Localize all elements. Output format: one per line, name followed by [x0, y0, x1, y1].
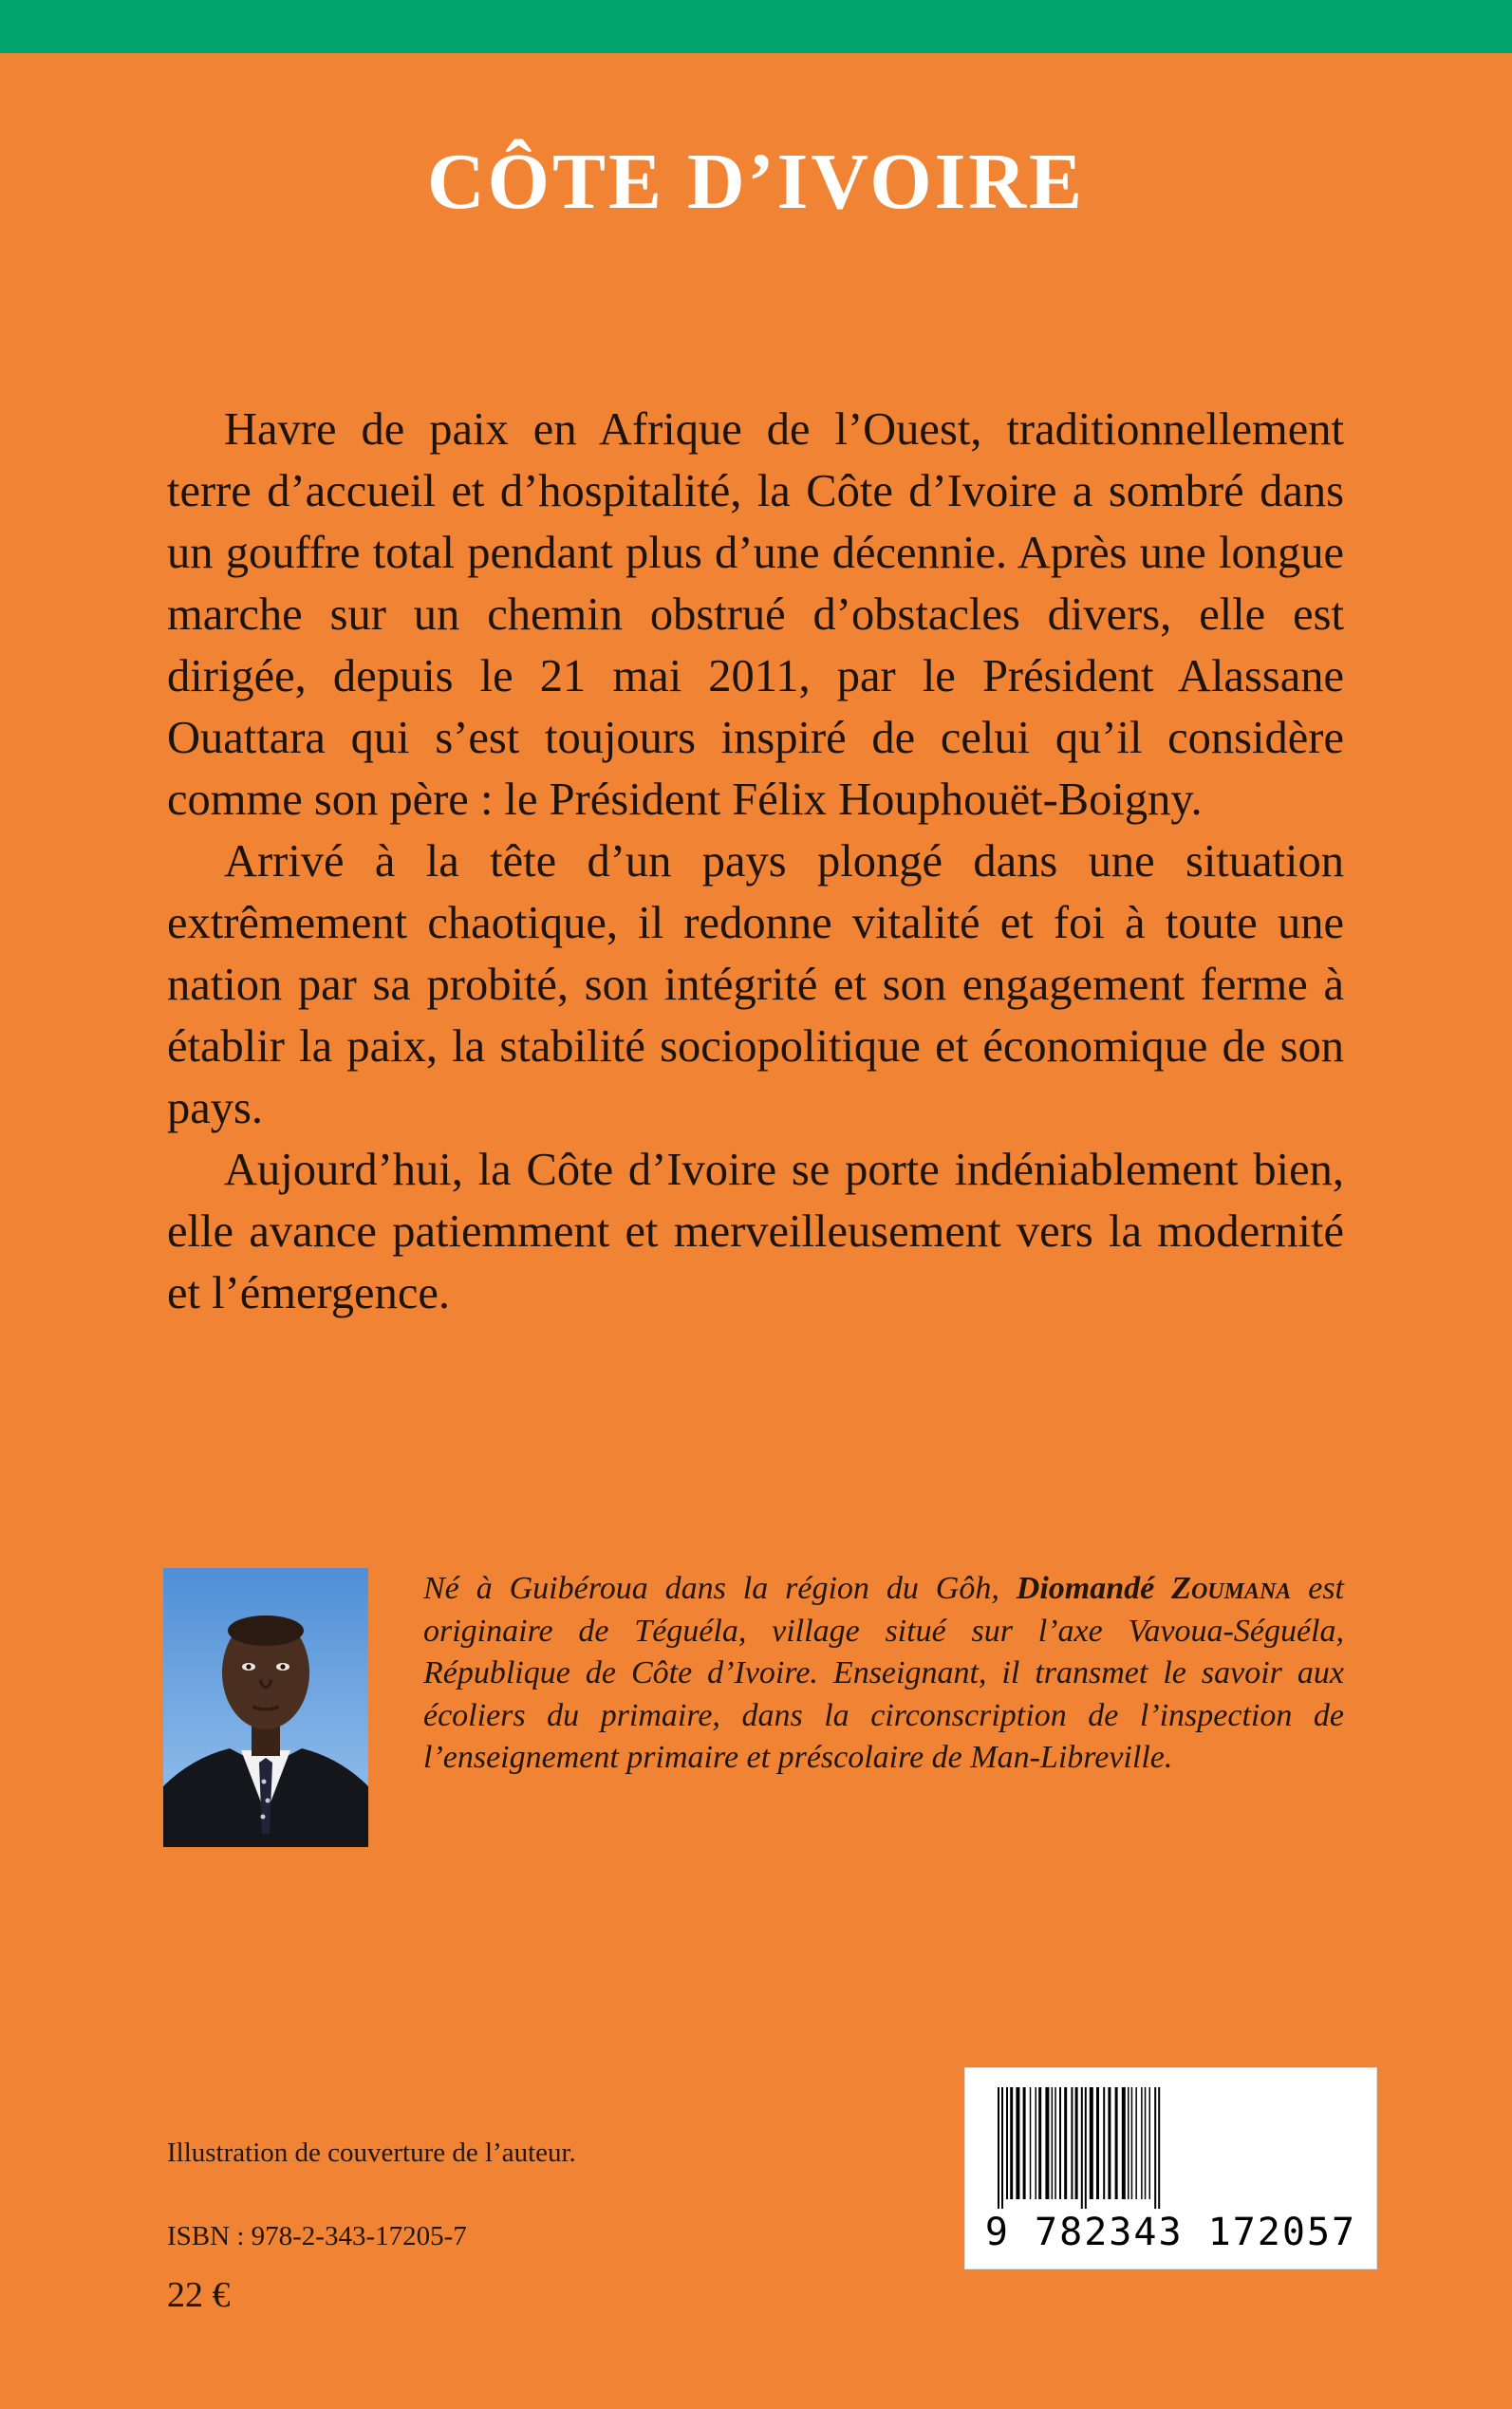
author-bio: [423, 1568, 1344, 1780]
barcode-bar: [1128, 2087, 1129, 2199]
barcode-bar: [1096, 2087, 1099, 2199]
barcode-bar: [1036, 2087, 1037, 2199]
barcode-bar: [1085, 2087, 1087, 2209]
bio-rest: est originaire de Téguéla, village situé sur l’axe Vavoua-Séguéla, République de Côte d’Ivoire. Enseignant, il transmet le savoir aux écoliers du primaire, dans la circonscription de l’inspection de l’enseignement primaire et préscolaire de Man-Libreville.: [423, 1571, 1344, 1775]
cover-title: CÔTE D’IVOIRE: [426, 138, 1086, 226]
author-photo: [163, 1568, 368, 1847]
barcode-bar: [1016, 2087, 1019, 2199]
barcode-bar: [1038, 2087, 1041, 2199]
barcode-bar: [1103, 2087, 1105, 2199]
barcode-bar: [1149, 2087, 1151, 2199]
top-green-band: [0, 0, 1512, 53]
blurb-paragraph: Havre de paix en Afrique de l’Ouest, traditionnellement terre d’accueil et d’hospitalité, la Côte d’Ivoire a sombré dans un gouffre total pendant plus d’une décennie. Après une longue marche sur un chemin obstrué d’obstacles divers, elle est dirigée, depuis le 21 mai 2011, par le Président Alassane Ouattara qui s’est toujours inspiré de celui qu’il considère comme son père : le Président Félix Houphouët-Boigny.: [167, 404, 1344, 825]
blurb-paragraph: Aujourd’hui, la Côte d’Ivoire se porte indéniablement bien, elle avance patiemment et merveilleusement vers la modernité et l’émergence.: [167, 1145, 1344, 1318]
barcode-bar: [1045, 2087, 1049, 2199]
barcode-bar: [1141, 2087, 1143, 2199]
illustration-credit: Illustration de couverture de l’auteur.: [167, 2138, 576, 2168]
barcode-bar: [1122, 2087, 1126, 2199]
barcode-bar: [1154, 2087, 1156, 2209]
barcode-digits: 9 782343 172057: [984, 2211, 1357, 2254]
author-first-name: Diomandé: [1016, 1571, 1155, 1606]
barcode-bar: [1052, 2087, 1054, 2199]
barcode-bar: [1055, 2087, 1056, 2199]
barcode-bar: [1090, 2087, 1093, 2199]
barcode-bar: [1023, 2087, 1026, 2199]
barcode-bar: [1059, 2087, 1061, 2199]
barcode-bar: [1145, 2087, 1147, 2199]
barcode-bar: [1064, 2087, 1067, 2199]
back-cover-blurb: [167, 399, 1344, 1324]
barcode-bar: [1006, 2087, 1008, 2199]
isbn: ISBN : 978-2-343-17205-7: [167, 2221, 467, 2251]
barcode-bar: [1108, 2087, 1111, 2199]
barcode-bar: [1115, 2087, 1118, 2199]
barcode-bar: [1010, 2087, 1013, 2199]
barcode-bar: [1158, 2087, 1160, 2209]
author-last-name: Zoumana: [1171, 1571, 1292, 1606]
barcode-bars: [965, 2068, 1376, 2211]
barcode-bar: [1081, 2087, 1083, 2209]
barcode-bar: [998, 2087, 999, 2209]
barcode-bar: [1075, 2087, 1078, 2199]
barcode: [964, 2067, 1377, 2269]
bio-intro: Né à Guibéroua dans la région du Gôh,: [423, 1571, 1017, 1606]
barcode-bar: [1131, 2087, 1133, 2199]
price: 22 €: [167, 2275, 231, 2315]
barcode-bar: [1071, 2087, 1073, 2199]
blurb-paragraph: Arrivé à la tête d’un pays plongé dans une situation extrêmement chaotique, il redonne vitalité et foi à toute une nation par sa probité, son intégrité et son engagement ferme à établir la paix, la stabilité sociopolitique et économique de son pays.: [167, 836, 1344, 1133]
barcode-bar: [1001, 2087, 1003, 2209]
barcode-bar: [1135, 2087, 1137, 2199]
barcode-bar: [1030, 2087, 1032, 2199]
